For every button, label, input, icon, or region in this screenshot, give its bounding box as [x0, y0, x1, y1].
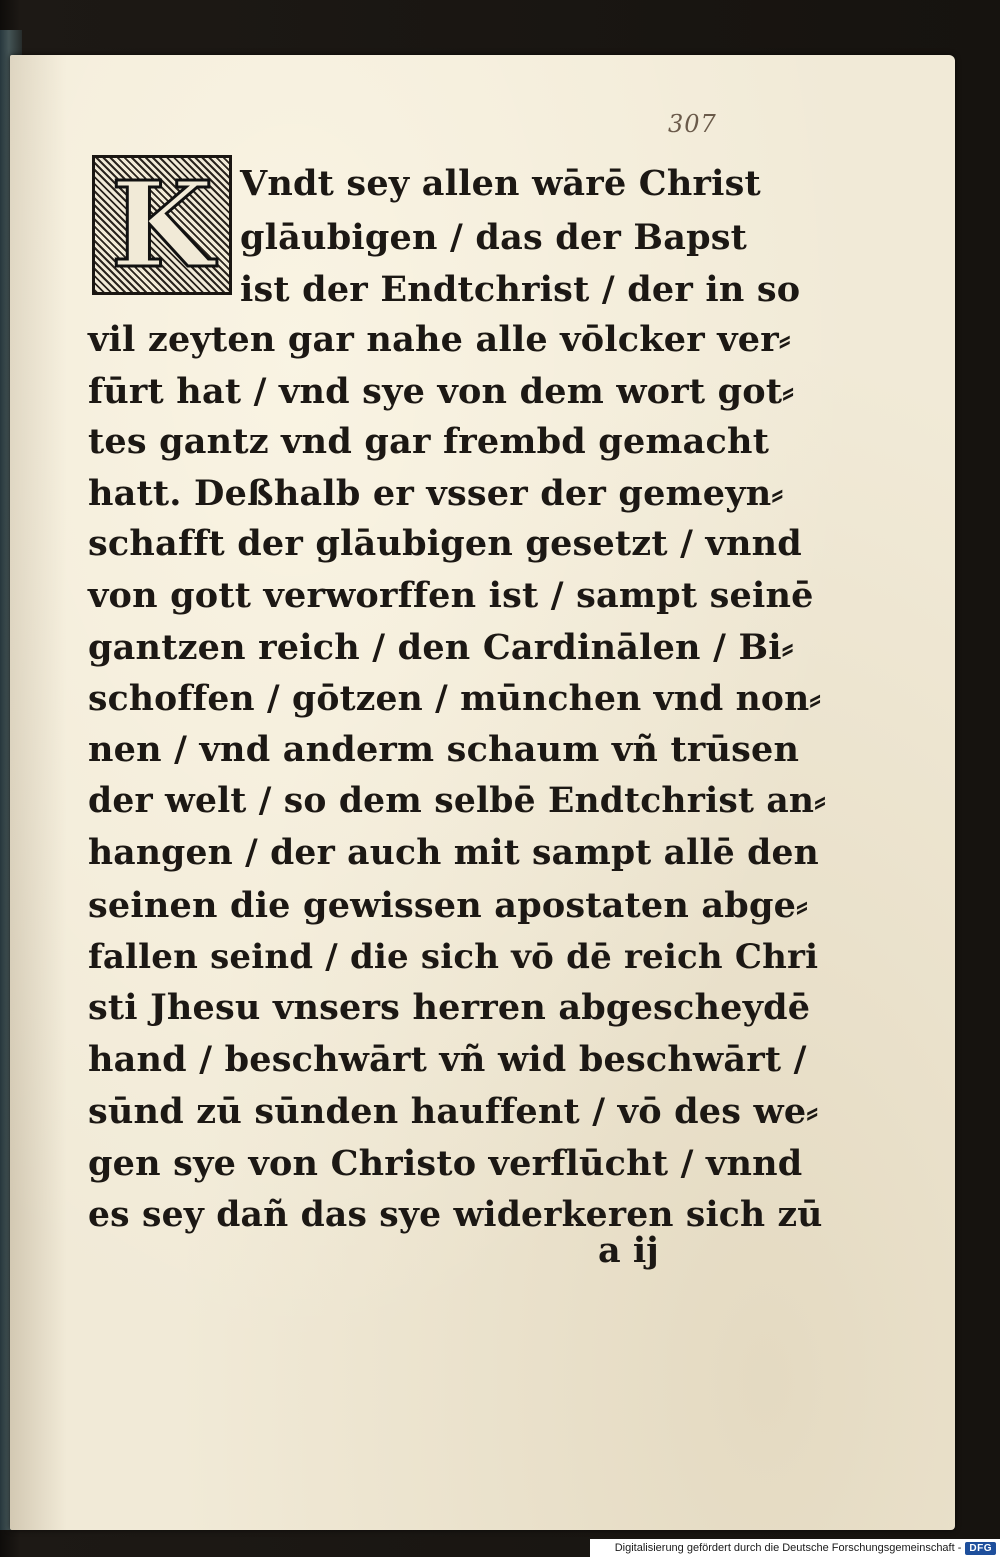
text-line: sti Jhesu vnsers herren abgescheydē — [88, 987, 811, 1028]
signature-mark: a ij — [598, 1230, 659, 1271]
text-line: von gott verworffen ist / sampt seinē — [88, 575, 814, 616]
text-line: es sey dañ das sye widerkeren sich zū — [88, 1195, 823, 1235]
text-line: hangen / der auch mit sampt allē den — [88, 833, 819, 873]
digitization-credit-bar — [590, 1539, 1000, 1557]
text-line: gen sye von Christo verflūcht / vnnd — [88, 1143, 803, 1184]
initial-letter: K — [110, 155, 214, 294]
credit-text: Digitalisierung gefördert durch die Deutsche Forschungsgemeinschaft - — [614, 1542, 962, 1554]
text-line: seinen die gewissen apostaten abge⸗ — [88, 885, 808, 926]
text-line: tes gantz vnd gar frembd gemacht — [88, 421, 770, 462]
text-line: glāubigen / das der Bapst — [240, 217, 748, 258]
text-line: sūnd zū sūnden hauffent / vō des we⸗ — [88, 1091, 819, 1132]
text-line: Vndt sey allen wārē Christ — [240, 163, 761, 204]
text-line: schafft der glāubigen gesetzt / vnnd — [88, 523, 802, 564]
text-line: vil zeyten gar nahe alle vōlcker ver⸗ — [88, 319, 791, 360]
text-line: gantzen reich / den Cardinālen / Bi⸗ — [88, 627, 794, 668]
text-line: ist der Endtchrist / der in so — [240, 269, 801, 310]
text-line: hand / beschwārt vñ wid beschwārt / — [88, 1039, 807, 1080]
dfg-logo[interactable]: DFG — [965, 1542, 996, 1555]
text-line: schoffen / gōtzen / mūnchen vnd non⸗ — [88, 679, 822, 719]
text-line: fūrt hat / vnd sye von dem wort got⸗ — [88, 371, 795, 412]
decorated-initial — [92, 155, 232, 295]
text-line: fallen seind / die sich vō dē reich Chri — [88, 937, 819, 977]
text-line: nen / vnd anderm schaum vñ trūsen — [88, 729, 800, 770]
text-line: der welt / so dem selbē Endtchrist an⸗ — [88, 781, 826, 821]
page-number: 307 — [668, 110, 717, 138]
text-line: hatt. Deßhalb er vsser der gemeyn⸗ — [88, 473, 784, 514]
